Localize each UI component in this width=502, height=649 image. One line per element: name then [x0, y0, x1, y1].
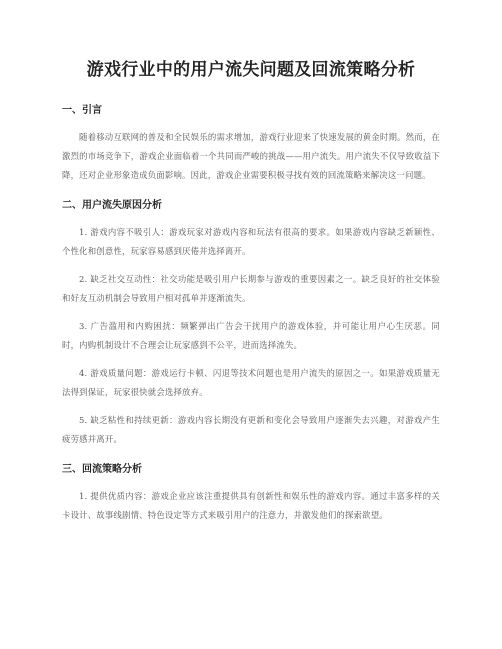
paragraph: 1. 游戏内容不吸引人：游戏玩家对游戏内容和玩法有很高的要求。如果游戏内容缺乏新颖性、个性化和创意性，玩家容易感到厌倦并选择离开。 [62, 227, 440, 256]
document-title: 游戏行业中的用户流失问题及回流策略分析 [86, 60, 416, 80]
section-heading: 三、回流策略分析 [62, 464, 142, 475]
paragraph: 2. 缺乏社交互动性：社交功能是吸引用户长期参与游戏的重要因素之一。缺乏良好的社交体验和好友互动机制会导致用户相对孤单并逐渐流失。 [62, 274, 440, 303]
paragraph: 5. 缺乏粘性和持续更新：游戏内容长期没有更新和变化会导致用户逐渐失去兴趣，对游戏产生疲劳感并离开。 [62, 415, 440, 444]
paragraph: 1. 提供优质内容：游戏企业应该注重提供具有创新性和娱乐性的游戏内容。通过丰富多样的关卡设计、故事线剧情、特色设定等方式来吸引用户的注意力，并激发他们的探索欲望。 [62, 491, 440, 520]
paragraph: 4. 游戏质量问题：游戏运行卡顿、闪退等技术问题也是用户流失的原因之一。如果游戏质量无法得到保证，玩家很快就会选择放弃。 [62, 368, 440, 397]
section-introduction [62, 104, 440, 185]
section-heading: 二、用户流失原因分析 [62, 200, 162, 211]
section-return-strategy [62, 463, 440, 525]
section-heading: 一、引言 [62, 105, 102, 116]
paragraph: 3. 广告滥用和内购困扰：频繁弹出广告会干扰用户的游戏体验，并可能让用户心生厌恶。同时，内购机制设计不合理会让玩家感到不公平，进而选择流失。 [62, 321, 440, 350]
paragraph: 随着移动互联网的普及和全民娱乐的需求增加，游戏行业迎来了快速发展的黄金时期。然而，在激烈的市场竞争下，游戏企业面临着一个共同而严峻的挑战——用户流失。用户流失不仅导致收益下降，还对企业形象造成负面影响。因此，游戏企业需要积极寻找有效的回流策略来解决这一问题。 [62, 132, 440, 180]
section-churn-causes [62, 199, 440, 449]
